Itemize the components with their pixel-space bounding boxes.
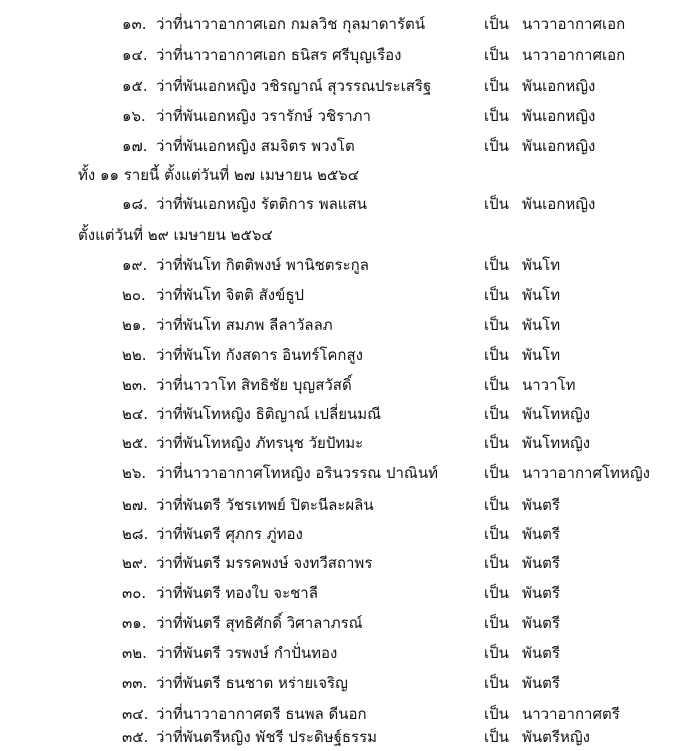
entry-number: ๒๘. bbox=[122, 525, 149, 543]
be-label: เป็น bbox=[484, 705, 509, 723]
entry-number: ๒๖. bbox=[122, 464, 147, 482]
entry-number: ๓๕. bbox=[122, 728, 149, 746]
be-label: เป็น bbox=[484, 584, 509, 602]
entry-name: ว่าที่นาวาอากาศเอก ธนิสร ศรีบุญเรือง bbox=[156, 46, 402, 64]
be-label: เป็น bbox=[484, 728, 509, 746]
entry-rank: พันตรี bbox=[522, 644, 560, 662]
entry-rank: พันโท bbox=[522, 346, 561, 364]
entry-name: ว่าที่พันโท จิตติ สังข์ธูป bbox=[156, 286, 305, 304]
entry-number: ๓๓. bbox=[122, 674, 148, 692]
be-label: เป็น bbox=[484, 256, 509, 274]
entry-rank: พันโทหญิง bbox=[522, 405, 591, 423]
entry-name: ว่าที่นาวาอากาศโทหญิง อรินวรรณ ปาณินท์ bbox=[156, 464, 438, 482]
entry-number: ๓๒. bbox=[122, 644, 147, 662]
entry-number: ๑๗. bbox=[122, 137, 148, 155]
entry-rank: พันตรี bbox=[522, 496, 560, 514]
entry-rank: พันเอกหญิง bbox=[522, 137, 596, 155]
entry-rank: พันโท bbox=[522, 316, 561, 334]
entry-number: ๑๕. bbox=[122, 77, 148, 95]
be-label: เป็น bbox=[484, 286, 509, 304]
entry-number: ๓๐. bbox=[122, 584, 147, 602]
entry-number: ๓๑. bbox=[122, 614, 147, 632]
be-label: เป็น bbox=[484, 107, 509, 125]
entry-name: ว่าที่พันตรี สุทธิศักดิ์ วิศาลาภรณ์ bbox=[156, 614, 363, 632]
entry-name: ว่าที่พันโท กิตติพงษ์ พานิชตระกูล bbox=[156, 256, 369, 274]
entry-name: ว่าที่พันเอกหญิง สมจิตร พวงโต bbox=[156, 137, 355, 155]
be-label: เป็น bbox=[484, 46, 509, 64]
entry-rank: นาวาอากาศตรี bbox=[522, 705, 620, 723]
entry-number: ๒๐. bbox=[122, 286, 146, 304]
be-label: เป็น bbox=[484, 554, 509, 572]
be-label: เป็น bbox=[484, 137, 509, 155]
entry-number: ๑๘. bbox=[122, 195, 148, 213]
entry-rank: พันตรี bbox=[522, 525, 560, 543]
be-label: เป็น bbox=[484, 464, 509, 482]
entry-rank: พันตรี bbox=[522, 674, 560, 692]
entry-name: ว่าที่พันโทหญิง ธิติญาณ์ เปลี่ยนมณี bbox=[156, 405, 382, 423]
be-label: เป็น bbox=[484, 77, 509, 95]
entry-rank: นาวาโท bbox=[522, 376, 576, 394]
be-label: เป็น bbox=[484, 614, 509, 632]
be-label: เป็น bbox=[484, 525, 509, 543]
entry-name: ว่าที่พันโท สมภพ ลีลาวัลลภ bbox=[156, 316, 333, 334]
entry-name: ว่าที่พันตรี มรรคพงษ์ จงทวีสถาพร bbox=[156, 554, 373, 572]
be-label: เป็น bbox=[484, 195, 509, 213]
entry-rank: นาวาอากาศเอก bbox=[522, 15, 626, 33]
entry-rank: พันเอกหญิง bbox=[522, 107, 596, 125]
entry-number: ๒๒. bbox=[122, 346, 147, 364]
entry-rank: พันโท bbox=[522, 256, 561, 274]
entry-name: ว่าที่พันตรี วัชรเทพย์ ปิตะนีละผลิน bbox=[156, 496, 374, 514]
entry-name: ว่าที่พันเอกหญิง วชิรญาณ์ สุวรรณประเสริฐ bbox=[156, 77, 432, 95]
entry-rank: พันเอกหญิง bbox=[522, 195, 596, 213]
entry-name: ว่าที่พันโท กังสดาร อินทร์โคกสูง bbox=[156, 346, 363, 364]
be-label: เป็น bbox=[484, 316, 509, 334]
entry-rank: พันตรี bbox=[522, 554, 560, 572]
effective-date-note: ตั้งแต่วันที่ ๒๙ เมษายน ๒๕๖๔ bbox=[78, 226, 273, 244]
be-label: เป็น bbox=[484, 496, 509, 514]
entry-number: ๓๔. bbox=[122, 705, 149, 723]
entry-number: ๒๑. bbox=[122, 316, 147, 334]
entry-name: ว่าที่นาวาอากาศตรี ธนพล ดีนอก bbox=[156, 705, 367, 723]
entry-number: ๒๗. bbox=[122, 496, 148, 514]
entry-number: ๒๙. bbox=[122, 554, 148, 572]
entry-name: ว่าที่นาวาโท สิทธิชัย บุญสวัสดิ์ bbox=[156, 376, 352, 394]
entry-rank: พันตรี bbox=[522, 584, 560, 602]
entry-number: ๒๔. bbox=[122, 405, 149, 423]
entry-rank: พันโท bbox=[522, 286, 561, 304]
be-label: เป็น bbox=[484, 15, 509, 33]
entry-name: ว่าที่นาวาอากาศเอก กมลวิช กุลมาดารัตน์ bbox=[156, 15, 426, 33]
entry-name: ว่าที่พันโทหญิง ภัทรนุช วัยปัทมะ bbox=[156, 434, 364, 452]
entry-name: ว่าที่พันเอกหญิง วรารักษ์ วชิราภา bbox=[156, 107, 371, 125]
be-label: เป็น bbox=[484, 674, 509, 692]
entry-rank: พันเอกหญิง bbox=[522, 77, 596, 95]
be-label: เป็น bbox=[484, 644, 509, 662]
be-label: เป็น bbox=[484, 405, 509, 423]
entry-rank: นาวาอากาศโทหญิง bbox=[522, 464, 650, 482]
be-label: เป็น bbox=[484, 434, 509, 452]
be-label: เป็น bbox=[484, 376, 509, 394]
entry-name: ว่าที่พันเอกหญิง รัตติการ พลแสน bbox=[156, 195, 367, 213]
entry-number: ๑๔. bbox=[122, 46, 148, 64]
entry-name: ว่าที่พันตรีหญิง พัชรี ประดิษฐ์ธรรม bbox=[156, 728, 378, 746]
entry-name: ว่าที่พันตรี ศุภกร ภู่ทอง bbox=[156, 525, 303, 543]
entry-name: ว่าที่พันตรี วรพงษ์ กำปั่นทอง bbox=[156, 644, 338, 662]
entry-number: ๒๓. bbox=[122, 376, 147, 394]
entry-number: ๑๓. bbox=[122, 15, 147, 33]
entry-name: ว่าที่พันตรี ทองใบ จะชาลี bbox=[156, 584, 318, 602]
entry-number: ๒๕. bbox=[122, 434, 149, 452]
be-label: เป็น bbox=[484, 346, 509, 364]
entry-number: ๑๙. bbox=[122, 256, 148, 274]
entry-rank: พันตรีหญิง bbox=[522, 728, 590, 746]
entry-rank: นาวาอากาศเอก bbox=[522, 46, 626, 64]
entry-number: ๑๖. bbox=[122, 107, 146, 125]
effective-date-note: ทั้ง ๑๑ รายนี้ ตั้งแต่วันที่ ๒๗ เมษายน ๒๕๖๔ bbox=[78, 166, 360, 184]
entry-name: ว่าที่พันตรี ธนชาต หร่ายเจริญ bbox=[156, 674, 348, 692]
entry-rank: พันตรี bbox=[522, 614, 560, 632]
entry-rank: พันโทหญิง bbox=[522, 434, 591, 452]
